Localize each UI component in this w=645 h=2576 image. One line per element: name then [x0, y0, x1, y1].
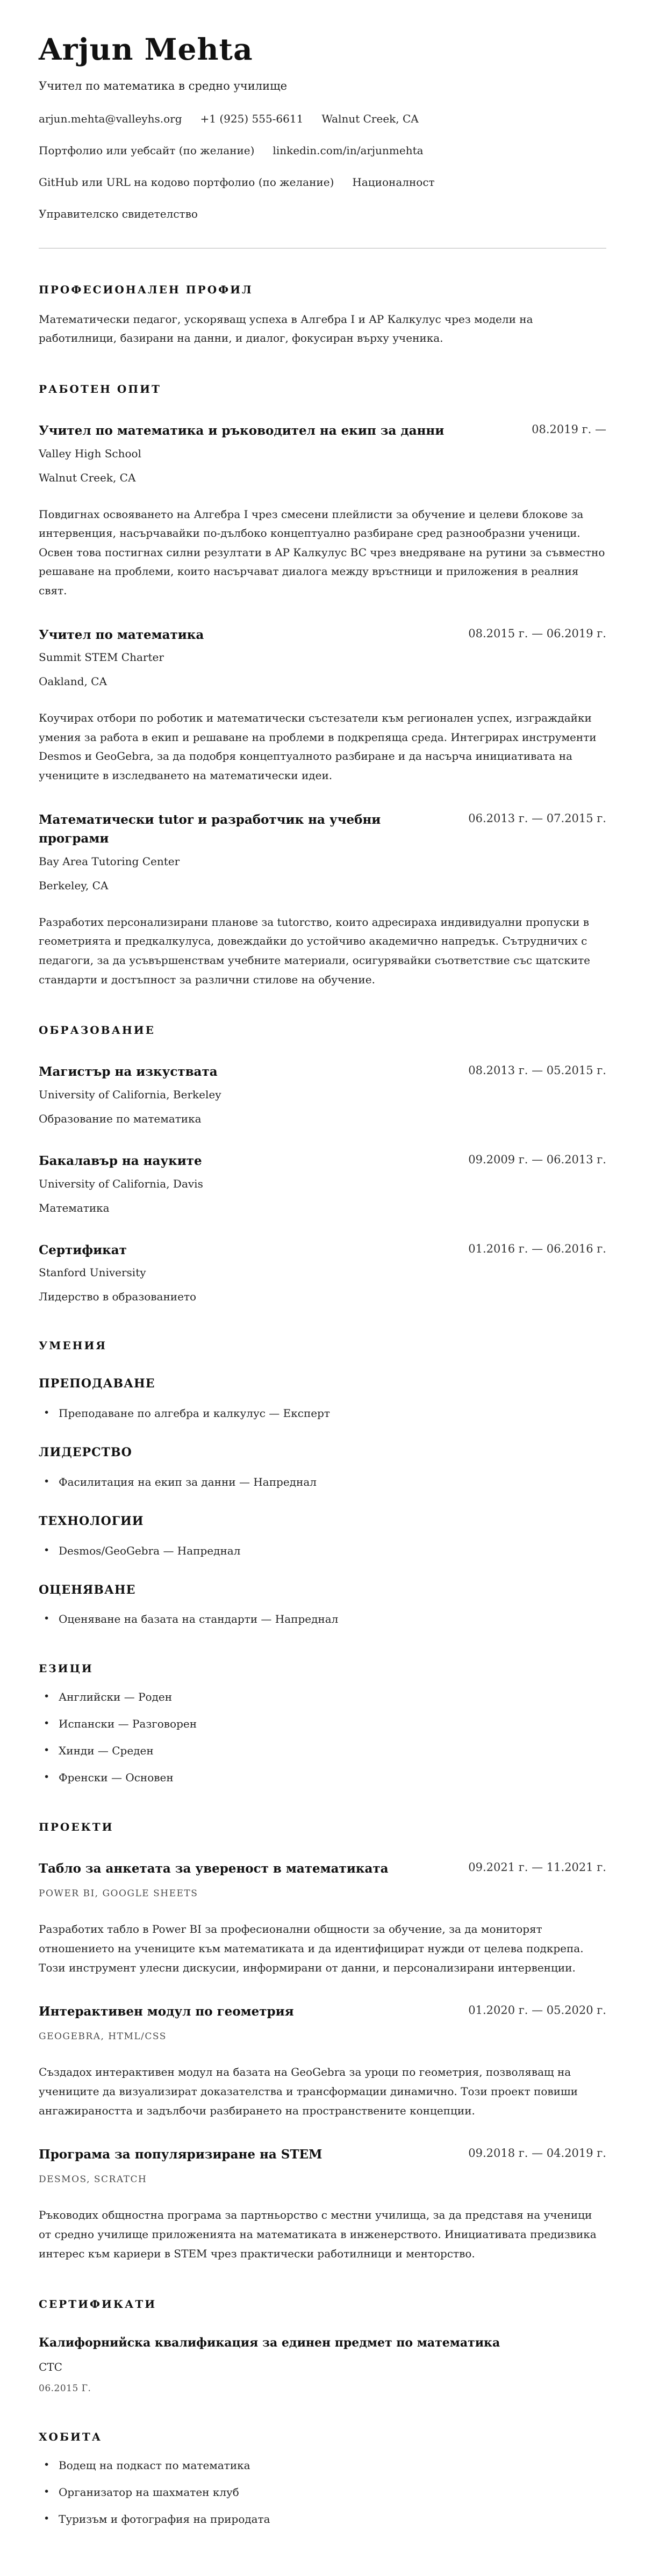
hobby-item: • Организатор на шахматен клуб	[39, 2484, 606, 2501]
edu-degree: Магистър на изкуствата	[39, 1064, 218, 1080]
project-stack: DESMOS, SCRATCH	[39, 2174, 147, 2185]
job-entry	[39, 421, 606, 601]
edu-dates: 08.2013 г. — 05.2015 г.	[468, 1064, 606, 1077]
section-projects	[39, 1819, 606, 2263]
project-stack: POWER BI, GOOGLE SHEETS	[39, 1888, 198, 1899]
job-dates: 08.2019 г. —	[532, 422, 606, 436]
resume-header	[39, 32, 606, 249]
section-heading-skills: УМЕНИЯ	[39, 1339, 108, 1352]
language-item: • Хинди — Среден	[39, 1743, 606, 1759]
project-stack: GEOGEBRA, HTML/CSS	[39, 2031, 167, 2042]
edu-organization: University of California, Berkeley	[39, 1088, 221, 1101]
contact-phone[interactable]: +1 (925) 555-6611	[200, 112, 304, 125]
contact-row-1	[39, 111, 606, 127]
job-description: Коучирах отбори по роботик и математически състезатели към регионален успех, изграждайки умения за работа в екип и решаване на проблеми в подкрепяща среда. Интегрирах инструменти Desmos и GeoGebra, за да подобря концептуалното разбиране и да насърча инициативата на учениците в изследването на математически идеи.	[39, 711, 597, 782]
education-entry	[39, 1241, 606, 1305]
contact-row-3	[39, 174, 606, 190]
project-description: Ръководих общностна програма за партньорство с местни училища, за да представя на ученици от средно училище приложенията на математиката в инженерството. Инициативата предизвика интерес към кариери в STEM чрез практически работилници и менторство.	[39, 2208, 597, 2260]
skill-group	[39, 1582, 606, 1628]
skill-group-name: ПРЕПОДАВАНЕ	[39, 1377, 155, 1391]
skill-group-name: ОЦЕНЯВАНЕ	[39, 1582, 136, 1597]
contact-nationality-label: Националност	[352, 175, 435, 189]
edu-field: Образование по математика	[39, 1112, 202, 1125]
project-entry-head	[39, 2145, 606, 2164]
job-entry	[39, 810, 606, 990]
candidate-name: Arjun Mehta	[39, 32, 253, 67]
job-organization: Summit STEM Charter	[39, 651, 164, 664]
skill-group-name: ТЕХНОЛОГИИ	[39, 1514, 144, 1528]
project-description: Създадох интерактивен модул на базата на GeoGebra за уроци по геометрия, позволяващ на учениците да визуализират доказателства и трансформации динамично. Този проект повиши ангажираността и задълбочи разбирането на пространствените концепции.	[39, 2066, 578, 2117]
skill-item: • Преподаване по алгебра и калкулус — Експерт	[39, 1405, 606, 1422]
section-heading-education: ОБРАЗОВАНИЕ	[39, 1024, 155, 1037]
section-heading-hobbies: ХОБИТА	[39, 2430, 103, 2443]
edu-organization: University of California, Davis	[39, 1177, 203, 1190]
section-profile	[39, 282, 606, 348]
edu-degree: Сертификат	[39, 1242, 127, 1257]
job-entry-head	[39, 810, 606, 848]
project-title: Програма за популяризиране на STEM	[39, 2147, 322, 2162]
candidate-title: Учител по математика в средно училище	[39, 80, 288, 93]
job-location: Walnut Creek, CA	[39, 471, 136, 484]
project-entry-head	[39, 1859, 606, 1879]
job-dates: 08.2015 г. — 06.2019 г.	[468, 627, 606, 640]
section-experience	[39, 382, 606, 989]
section-heading-experience: РАБОТЕН ОПИТ	[39, 382, 161, 395]
language-item: • Френски — Основен	[39, 1769, 606, 1786]
profile-text: Математически педагог, ускоряващ успеха в Алгебра I и AP Калкулус чрез модели на работилници, базирани на данни, и диалог, фокусиран върху ученика.	[39, 312, 533, 345]
contact-linkedin[interactable]: linkedin.com/in/arjunmehta	[273, 143, 424, 157]
skill-item: • Фасилитация на екип за данни — Напреднал	[39, 1474, 606, 1491]
job-entry	[39, 625, 606, 786]
job-dates: 06.2013 г. — 07.2015 г.	[468, 811, 606, 825]
language-list	[39, 1689, 606, 1786]
project-title: Табло за анкетата за увереност в математиката	[39, 1861, 389, 1876]
section-skills	[39, 1338, 606, 1628]
hobby-list	[39, 2457, 606, 2528]
education-entry-head	[39, 1152, 606, 1171]
hobby-item: • Водещ на подкаст по математика	[39, 2457, 606, 2474]
project-entry	[39, 1859, 606, 1977]
skill-list	[39, 1611, 606, 1628]
job-location: Berkeley, CA	[39, 879, 109, 892]
education-entry	[39, 1152, 606, 1216]
project-entry	[39, 2145, 606, 2263]
project-entry-head	[39, 2002, 606, 2021]
section-certificates	[39, 2297, 606, 2396]
certificate-entry	[39, 2334, 606, 2396]
job-title: Учител по математика	[39, 627, 204, 642]
job-title: Учител по математика и ръководител на екип за данни	[39, 423, 445, 438]
contact-row-2	[39, 142, 606, 159]
section-heading-projects: ПРОЕКТИ	[39, 1821, 114, 1834]
certificate-title: Калифорнийска квалификация за единен предмет по математика	[39, 2336, 500, 2350]
job-entry-head	[39, 625, 606, 645]
section-education	[39, 1023, 606, 1305]
contact-portfolio-label: Портфолио или уебсайт (по желание)	[39, 143, 255, 157]
skill-item: • Desmos/GeoGebra — Напреднал	[39, 1543, 606, 1559]
edu-dates: 09.2009 г. — 06.2013 г.	[468, 1153, 606, 1166]
edu-field: Лидерство в образованието	[39, 1290, 197, 1304]
education-entry-head	[39, 1062, 606, 1082]
contact-github-label: GitHub или URL на кодово портфолио (по желание)	[39, 175, 334, 189]
education-entry	[39, 1062, 606, 1127]
section-heading-profile: ПРОФЕСИОНАЛЕН ПРОФИЛ	[39, 283, 253, 296]
edu-dates: 01.2016 г. — 06.2016 г.	[468, 1242, 606, 1255]
contact-email[interactable]: arjun.mehta@valleyhs.org	[39, 112, 182, 125]
edu-organization: Stanford University	[39, 1266, 146, 1279]
header-divider	[39, 248, 606, 249]
section-heading-certificates: СЕРТИФИКАТИ	[39, 2298, 157, 2311]
job-description: Разработих персонализирани планове за tutorство, които адресираха индивидуални пропуски в геометрията и предкалкулуса, довеждайки до устойчиво академично напредък. Сътрудничих с педагоги, за да усъвършенствам учебните материали, осигурявайки съответствие със щатските стандарти и достъпност за различни стилове на обучение.	[39, 915, 590, 986]
skill-list	[39, 1474, 606, 1491]
job-organization: Valley High School	[39, 447, 141, 460]
skill-group	[39, 1376, 606, 1422]
skill-group-name: ЛИДЕРСТВО	[39, 1445, 132, 1459]
project-title: Интерактивен модул по геометрия	[39, 2004, 294, 2019]
edu-field: Математика	[39, 1201, 110, 1214]
hobby-item: • Туризъм и фотография на природата	[39, 2511, 606, 2528]
section-hobbies	[39, 2429, 606, 2528]
skill-group	[39, 1513, 606, 1559]
education-entry-head	[39, 1241, 606, 1260]
contact-row-4	[39, 206, 606, 222]
skill-list	[39, 1543, 606, 1559]
project-description: Разработих табло в Power BI за професионални общности за обучение, за да мониторят отношението на учениците към математиката и да идентифицират нужди от целева подкрепа. Този инструмент улесни дискусии, информирани от данни, и персонализирани интервенции.	[39, 1923, 584, 1974]
project-dates: 01.2020 г. — 05.2020 г.	[468, 2004, 606, 2017]
certificate-issuer: CTC	[39, 2361, 62, 2374]
job-location: Oakland, CA	[39, 675, 107, 688]
job-title: Математически tutor и разработчик на учебни програми	[39, 812, 381, 846]
project-dates: 09.2018 г. — 04.2019 г.	[468, 2147, 606, 2160]
skill-group	[39, 1444, 606, 1491]
language-item: • Английски — Роден	[39, 1689, 606, 1706]
job-entry-head	[39, 421, 606, 441]
section-languages	[39, 1661, 606, 1786]
certificate-date: 06.2015 Г.	[39, 2383, 91, 2394]
language-item: • Испански — Разговорен	[39, 1716, 606, 1732]
job-organization: Bay Area Tutoring Center	[39, 854, 180, 868]
contact-driving-license-label: Управителско свидетелство	[39, 207, 198, 220]
contact-location: Walnut Creek, CA	[321, 112, 419, 125]
skill-item: • Оценяване на базата на стандарти — Напреднал	[39, 1611, 606, 1628]
project-entry	[39, 2002, 606, 2120]
edu-degree: Бакалавър на науките	[39, 1153, 202, 1168]
section-heading-languages: ЕЗИЦИ	[39, 1662, 94, 1675]
project-dates: 09.2021 г. — 11.2021 г.	[468, 1861, 606, 1874]
skill-list	[39, 1405, 606, 1422]
job-description: Повдигнах освояването на Алгебра I чрез смесени плейлисти за обучение и целеви блокове за интервенция, насърчавайки по-дълбоко концептуално разбиране сред разнообразни ученици. Освен това постигнах силни резултати в AP Калкулус BC чрез внедряване на рутини за съвместно решаване на проблеми, които насърчават диалога между връстници и приложения в реалния свят.	[39, 507, 605, 597]
